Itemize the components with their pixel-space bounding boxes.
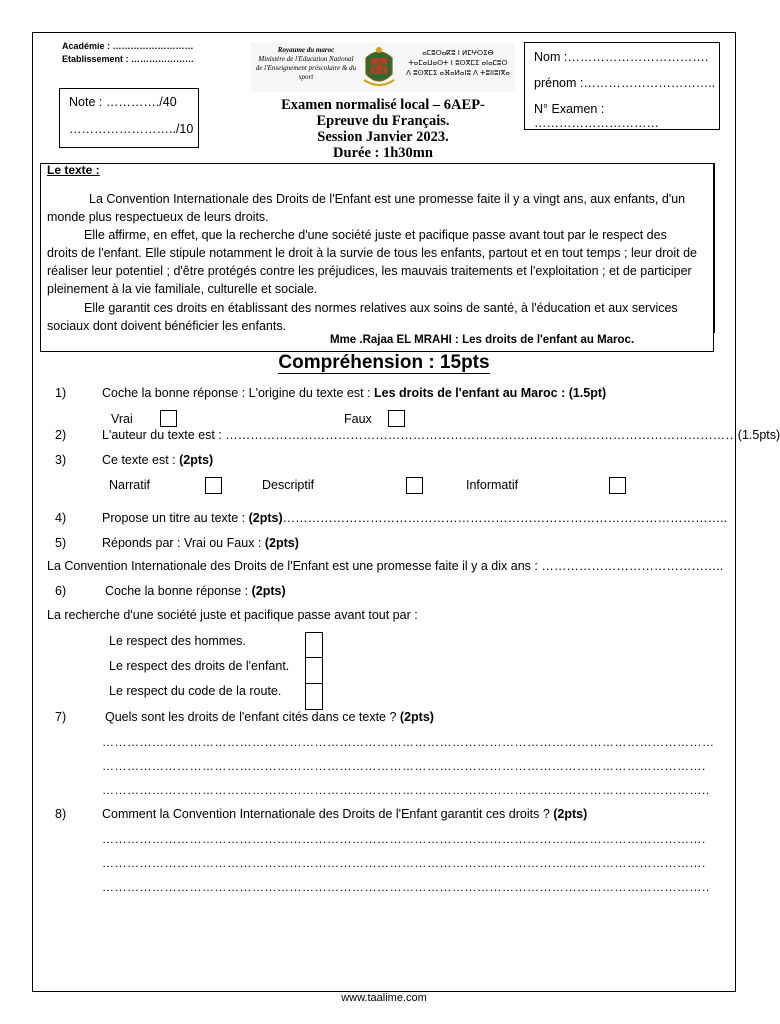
q6-option-2: Le respect des droits de l'enfant.: [109, 659, 290, 673]
q4-answer-line[interactable]: ……………………………………………………………………………………………..: [282, 511, 728, 525]
exam-duration: Durée : 1h30mn: [333, 145, 433, 161]
q1-option-faux: Faux: [344, 412, 372, 426]
q3-text: Ce texte est : (2pts): [102, 453, 214, 467]
text-paragraph-3: Elle garantit ces droits en établissant des normes relatives aux soins de santé, à l'éducation et aux services sociaux dont doivent bénéficier les enfants.: [47, 301, 678, 333]
ministry-line1: Royaume du maroc: [277, 46, 335, 54]
q7-answer-line-2[interactable]: ……………………………………………………………………………………………………………………………….: [102, 759, 706, 773]
q1-text: Coche la bonne réponse : L'origine du texte est : Les droits de l'enfant au Maroc : (1.5pt): [102, 386, 607, 400]
q6-number: 6): [55, 584, 67, 598]
text-paragraph-2: Elle affirme, en effet, que la recherche d'une société juste et pacifique passe avant tout par le respect des droits de l'enfant. Elle stipule notamment le droit à la survie de tous les enfants, partout et en tout temps ; leur droit de réaliser leur potentiel ; d'être protégés contre les préjudices, les mauvais traitements et l'exploitation ; et de participer pleinement à la vie familiale, culturelle et sociale.: [47, 228, 697, 296]
etablissement-field[interactable]: Etablissement : …………………: [62, 54, 195, 64]
q5-statement[interactable]: La Convention Internationale des Droits de l'Enfant est une promesse faite il y a dix ans : ……………………………………..: [47, 559, 724, 573]
exam-session: Session Janvier 2023.: [317, 129, 449, 145]
comprehension-title: Compréhension : 15pts: [278, 352, 490, 373]
q3-checkbox-descriptif[interactable]: [406, 477, 423, 494]
text-paragraph-1: La Convention Internationale des Droits de l'Enfant est une promesse faite il y a vingt ans, aux enfants, d'un monde plus respectueux de leurs droits.: [47, 192, 686, 224]
q2-number: 2): [55, 428, 67, 442]
exam-subject: Epreuve du Français.: [316, 113, 450, 129]
numero-field[interactable]: N° Examen : …………………………: [534, 102, 659, 130]
q7-answer-line-3[interactable]: ………………………………………………………………………………………………………………………………..: [102, 783, 710, 797]
student-info-box: [524, 42, 720, 130]
nom-field[interactable]: Nom :…………………………….: [534, 50, 709, 64]
text-label: Le texte :: [47, 163, 100, 177]
q3-number: 3): [55, 453, 67, 467]
academie-field[interactable]: Académie : ………………………: [62, 41, 194, 51]
exam-heading: [251, 97, 515, 161]
tifinagh-line3: ⴷ ⵓⵙⴳⵎⵉ ⴰⴼⴰⵍⴰⵏⵓ ⴷ ⵜⵓⵏⵏⵓⵏⴳⴰ: [406, 69, 510, 77]
ministry-header: [251, 42, 515, 92]
q5-text: Réponds par : Vrai ou Faux : (2pts): [102, 536, 299, 550]
q8-answer-line-3[interactable]: ………………………………………………………………………………………………………………………………..: [102, 880, 710, 894]
exam-title: Examen normalisé local – 6AEP-: [281, 97, 485, 113]
q8-text: Comment la Convention Internationale des Droits de l'Enfant garantit ces droits ? (2pts): [102, 807, 588, 821]
ministry-line2: Ministère de l'Education National: [258, 55, 354, 63]
q6-checkbox-3[interactable]: [305, 684, 323, 710]
q3-checkbox-narratif[interactable]: [205, 477, 222, 494]
q7-answer-line-1[interactable]: …………………………………………………………………………………………………………………………………: [102, 735, 715, 749]
q1-number: 1): [55, 386, 67, 400]
q6-option-1: Le respect des hommes.: [109, 634, 246, 648]
morocco-emblem-icon: [362, 44, 396, 90]
note-box: [59, 88, 199, 148]
q6-text: Coche la bonne réponse : (2pts): [105, 584, 286, 598]
q1-checkbox-faux[interactable]: [388, 410, 405, 427]
tifinagh-line2: ⵜⴰⵎⴰⵡⴰⵙⵜ ⵏ ⵓⵙⴳⵎⵉ ⴰⵏⴰⵎⵓⵔ: [408, 59, 508, 67]
q1-option-vrai: Vrai: [111, 412, 133, 426]
q1-checkbox-vrai[interactable]: [160, 410, 177, 427]
q4-text: Propose un titre au texte : (2pts)……………………………………………………………………………………………..: [102, 511, 728, 525]
q6-checkbox-1[interactable]: [305, 632, 323, 658]
q8-number: 8): [55, 807, 67, 821]
note-40[interactable]: Note : …………./40: [69, 95, 177, 109]
q3-option-informatif: Informatif: [466, 478, 519, 492]
text-source: Mme .Rajaa EL MRAHI : Les droits de l'enfant au Maroc.: [330, 334, 635, 346]
q5-number: 5): [55, 536, 67, 550]
q3-option-narratif: Narratif: [109, 478, 150, 492]
ministry-line3: de l'Enseignement préscolaire & du sport: [255, 64, 357, 81]
q2-text: L'auteur du texte est : ……………………………………………………………………………………………………………(1.5pts): [102, 428, 780, 442]
note-10[interactable]: ……………………../10: [69, 122, 194, 136]
tifinagh-line1: ⴰⵎⵓⵔⴰⴽⵓ ⵏ ⵍⵎⵖⵔⵉⴱ: [422, 49, 494, 57]
prenom-field[interactable]: prénom :…………………………..: [534, 76, 716, 90]
q6-intro: La recherche d'une société juste et pacifique passe avant tout par :: [47, 608, 418, 622]
q4-number: 4): [55, 511, 67, 525]
q7-number: 7): [55, 710, 67, 724]
q7-text: Quels sont les droits de l'enfant cités dans ce texte ? (2pts): [105, 710, 434, 724]
q6-option-3: Le respect du code de la route.: [109, 684, 282, 698]
q3-option-descriptif: Descriptif: [262, 478, 315, 492]
q3-checkbox-informatif[interactable]: [609, 477, 626, 494]
q8-answer-line-1[interactable]: ……………………………………………………………………………………………………………………………….: [102, 832, 706, 846]
footer-url[interactable]: www.taalime.com: [341, 992, 427, 1004]
q6-checkbox-2[interactable]: [305, 658, 323, 684]
q8-answer-line-2[interactable]: ……………………………………………………………………………………………………………………………….: [102, 856, 706, 870]
